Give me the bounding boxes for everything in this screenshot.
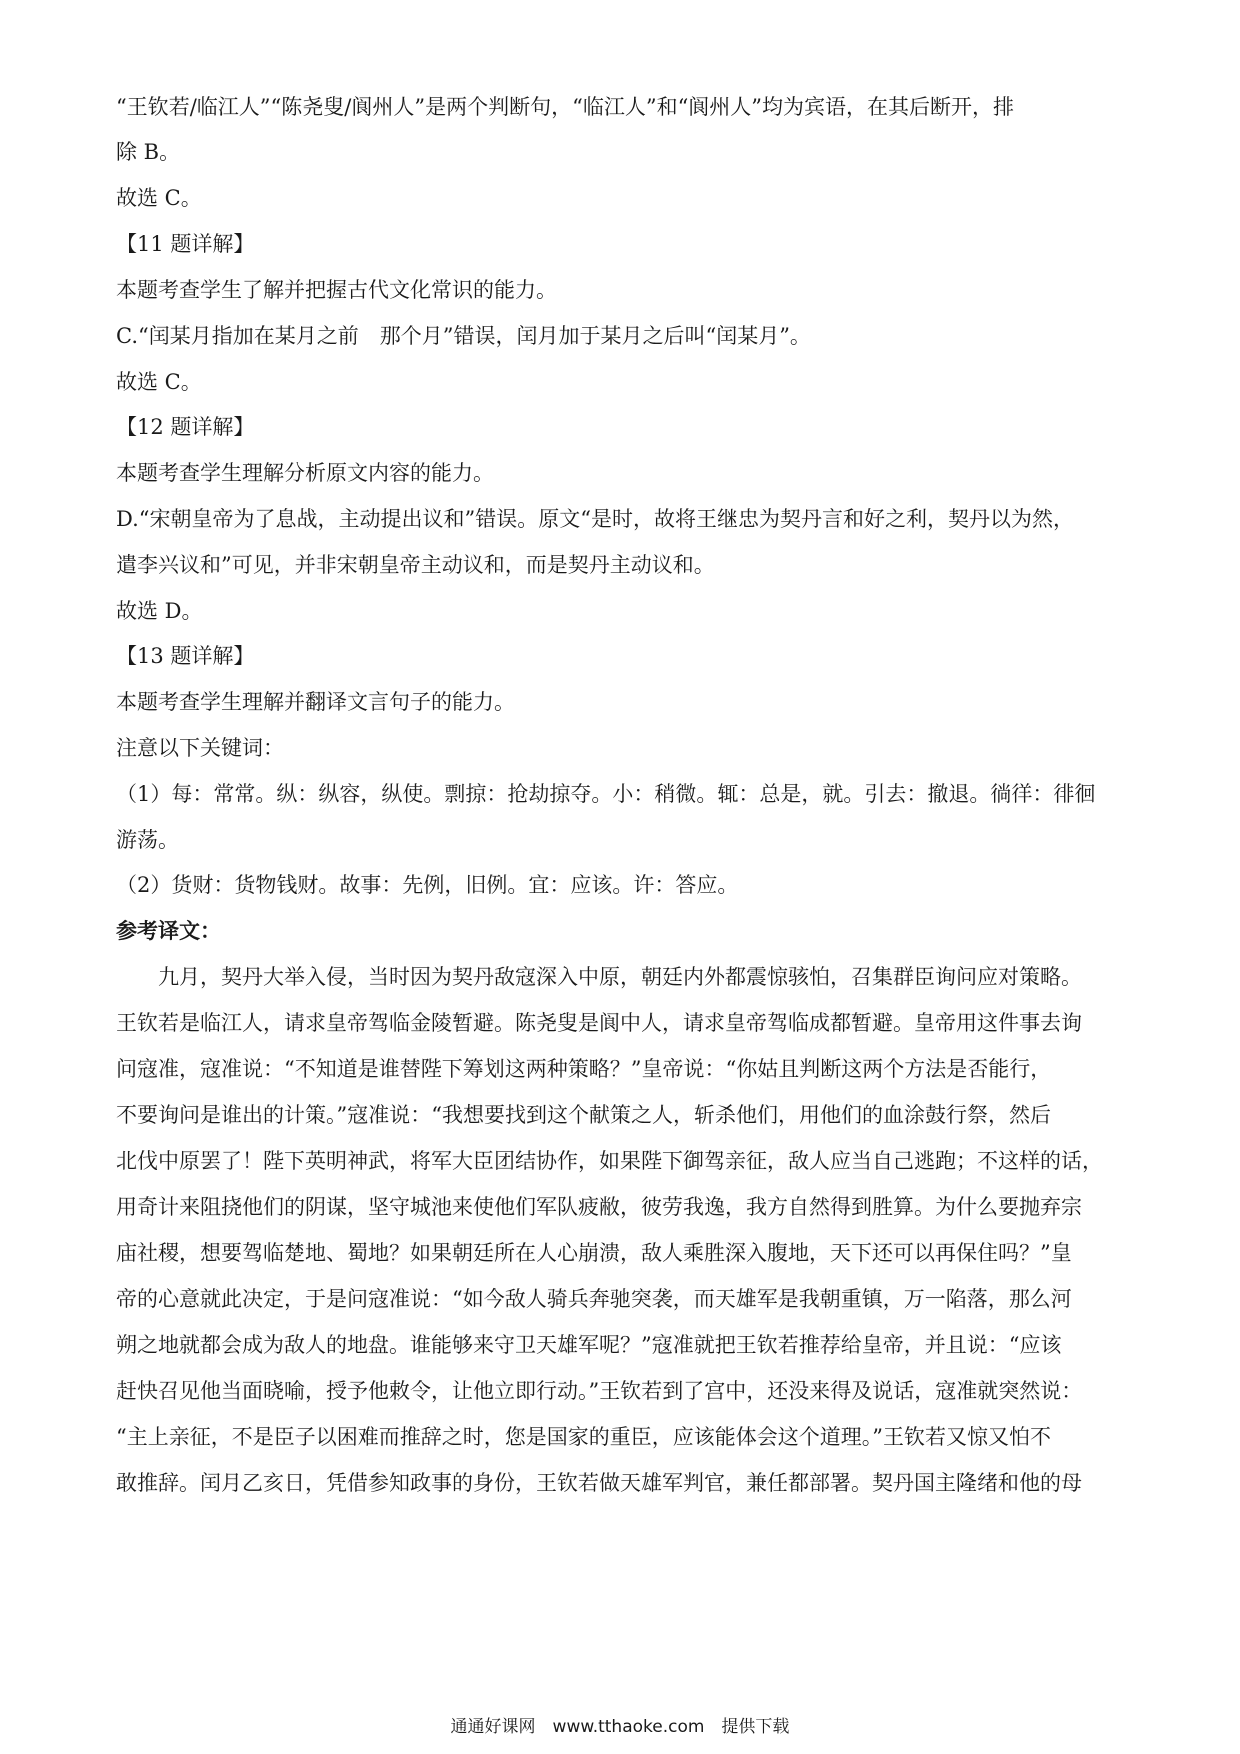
translation-line: “主上亲征，不是臣子以困难而推辞之时，您是国家的重臣，应该能体会这个道理。”王钦若又惊又怕不 [116,1425,1051,1449]
text-line: 本题考查学生理解分析原文内容的能力。 [116,461,494,485]
translation-line: 朔之地就都会成为敌人的地盘。谁能够来守卫天雄军呢？”寇准就把王钦若推荐给皇帝，并且说：“应该 [116,1333,1062,1357]
text-line: “王钦若/临江人”“陈尧叟/阆州人”是两个判断句，“临江人”和“阆州人”均为宾语，在其后断开，排 [116,95,1015,119]
translation-line: 赶快召见他当面晓喻，授予他敕令，让他立即行动。”王钦若到了宫中，还没来得及说话，寇准就突然说： [116,1379,1083,1403]
text-line: 注意以下关键词： [116,736,284,760]
translation-line: 帝的心意就此决定，于是问寇准说：“如今敌人骑兵奔驰突袭，而天雄军是我朝重镇，万一陷落，那么河 [116,1287,1072,1311]
text-line: （2）货财：货物钱财。故事：先例，旧例。宜：应该。许：答应。 [116,873,739,897]
text-line: 游荡。 [116,828,179,852]
translation-line: 不要询问是谁出的计策。”寇准说：“我想要找到这个献策之人，斩杀他们，用他们的血涂鼓行祭，然后 [116,1103,1051,1127]
text-line: 遣李兴议和”可见，并非宋朝皇帝主动议和，而是契丹主动议和。 [116,553,715,577]
translation-line: 王钦若是临江人，请求皇帝驾临金陵暂避。陈尧叟是阆中人，请求皇帝驾临成都暂避。皇帝用这件事去询 [116,1011,1082,1035]
text-line: C.“闰某月指加在某月之前 那个月”错误，闰月加于某月之后叫“闰某月”。 [116,324,811,348]
text-line: 除 B。 [116,140,181,164]
text-line: 故选 D。 [116,599,203,623]
translation-line: 用奇计来阻挠他们的阴谋，坚守城池来使他们军队疲敝，彼劳我逸，我方自然得到胜算。为什么要抛弃宗 [116,1195,1082,1219]
text-line: 故选 C。 [116,186,202,210]
section-heading-11: 【11 题详解】 [116,232,255,256]
translation-line: 九月，契丹大举入侵，当时因为契丹敌寇深入中原，朝廷内外都震惊骇怕，召集群臣询问应对策略。 [158,965,1082,989]
text-line: （1）每：常常。纵：纵容，纵使。剽掠：抢劫掠夺。小：稍微。辄：总是，就。引去：撤退。徜徉：徘徊 [116,782,1096,806]
text-line: D.“宋朝皇帝为了息战，主动提出议和”错误。原文“是时，故将王继忠为契丹言和好之利，契丹以为然， [116,507,1074,531]
text-line: 本题考查学生理解并翻译文言句子的能力。 [116,690,515,714]
text-line: 本题考查学生了解并把握古代文化常识的能力。 [116,278,557,302]
translation-line: 庙社稷，想要驾临楚地、蜀地？如果朝廷所在人心崩溃，敌人乘胜深入腹地，天下还可以再保住吗？”皇 [116,1241,1072,1265]
section-heading-12: 【12 题详解】 [116,415,255,439]
translation-line: 问寇准，寇准说：“不知道是谁替陛下筹划这两种策略？”皇帝说：“你姑且判断这两个方法是否能行， [116,1057,1052,1081]
translation-line: 北伐中原罢了！陛下英明神武，将军大臣团结协作，如果陛下御驾亲征，敌人应当自己逃跑；不这样的话， [116,1149,1103,1173]
translation-heading: 参考译文： [116,918,221,943]
section-heading-13: 【13 题详解】 [116,644,255,668]
translation-line: 敢推辞。闰月乙亥日，凭借参知政事的身份，王钦若做天雄军判官，兼任都部署。契丹国主隆绪和他的母 [116,1471,1082,1495]
text-line: 故选 C。 [116,370,202,394]
page-footer: 通通好课网 www.tthaoke.com 提供下载 [450,1717,790,1737]
